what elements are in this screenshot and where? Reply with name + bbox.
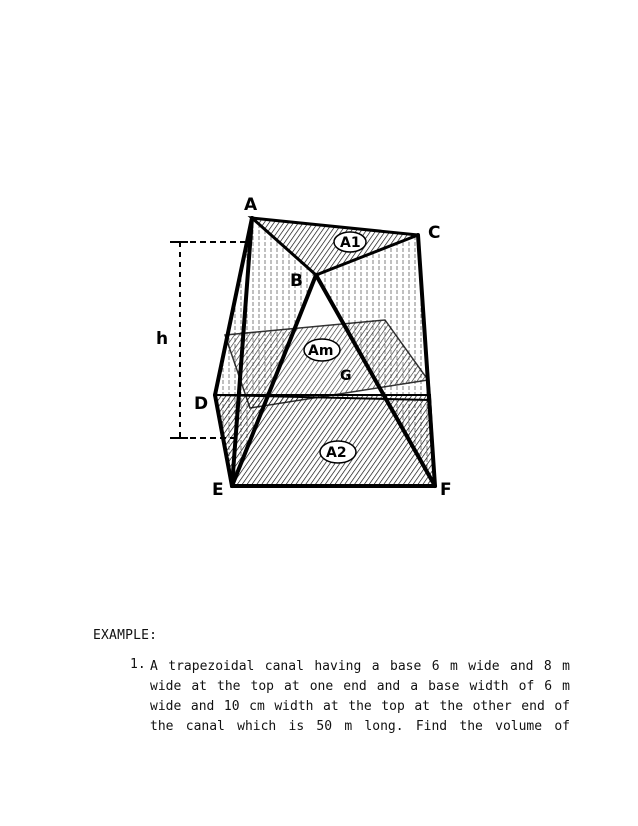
area-label-a1: A1 bbox=[340, 235, 361, 251]
item-number: 1. bbox=[130, 657, 146, 672]
area-label-a2: A2 bbox=[326, 445, 347, 461]
area-label-am: Am bbox=[308, 343, 334, 359]
vertex-label-f: F bbox=[440, 480, 452, 500]
vertex-label-e: E bbox=[212, 480, 224, 500]
item-text: A trapezoidal canal having a base 6 m wide and 8 m wide at the top at one end and a base width of 6 m wide and 10 cm width at the top at the other end of the canal which is 50 m long. Find the volume of bbox=[150, 659, 570, 734]
vertex-label-g: G bbox=[340, 368, 352, 384]
list-item bbox=[130, 657, 570, 737]
example-problem-list bbox=[130, 657, 570, 737]
prismoid-figure bbox=[150, 190, 470, 500]
vertex-label-c: C bbox=[428, 223, 441, 243]
vertex-label-b: B bbox=[290, 271, 303, 291]
example-heading: EXAMPLE: bbox=[93, 628, 158, 643]
vertex-label-d: D bbox=[194, 394, 209, 414]
prismoid-diagram bbox=[150, 190, 470, 500]
vertex-label-a: A bbox=[244, 195, 258, 215]
height-label: h bbox=[156, 329, 169, 349]
